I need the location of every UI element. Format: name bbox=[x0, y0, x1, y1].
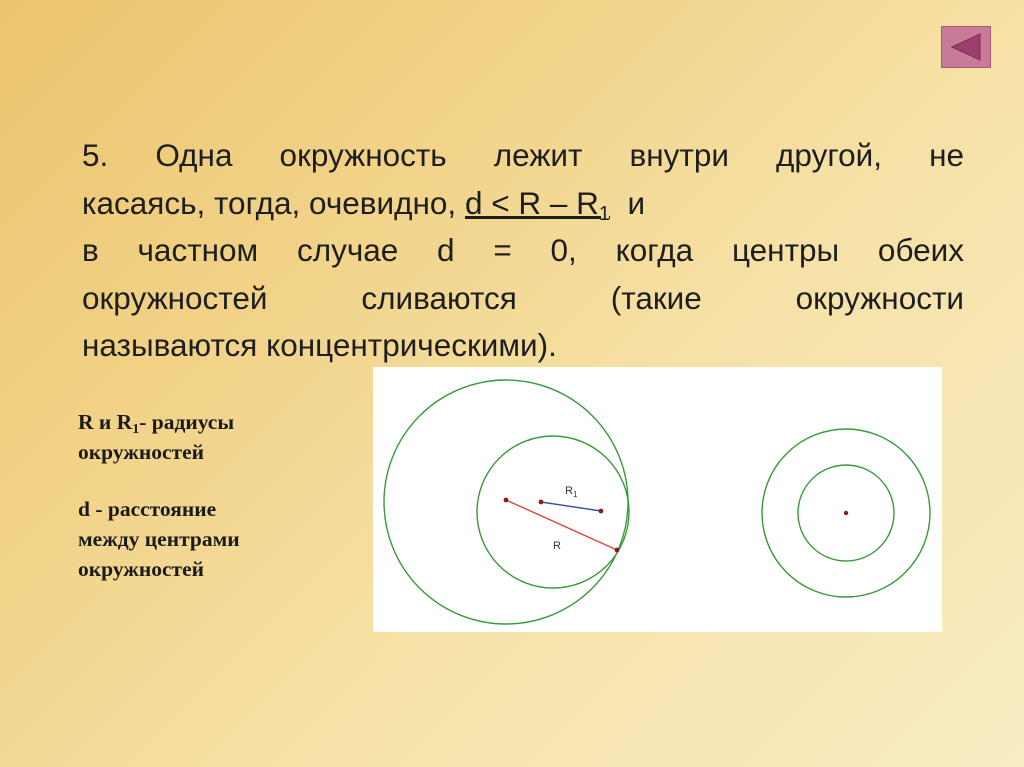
inner-circle-left bbox=[477, 436, 629, 588]
circles-diagram bbox=[373, 367, 942, 632]
distance-line-2: между центрами bbox=[78, 527, 240, 551]
main-line-2 bbox=[82, 180, 964, 228]
radii-label-r: R и R bbox=[78, 410, 133, 434]
radii-legend bbox=[78, 407, 368, 467]
concentric-center-point bbox=[844, 511, 848, 515]
radii-label-sub: 1 bbox=[132, 422, 140, 437]
triangle-left-icon bbox=[942, 27, 990, 67]
main-line-4: окружностей сливаются (такие окружности bbox=[82, 279, 964, 316]
distance-line-3: окружностей bbox=[78, 557, 205, 581]
main-line-1: 5. Одна окружность лежит внутри другой, не bbox=[82, 137, 964, 173]
main-line-3: в частном случае d = 0, когда центры обеих bbox=[82, 232, 964, 268]
center-inner-point bbox=[539, 500, 544, 505]
main-line-5: называются концентрическими). bbox=[82, 327, 557, 363]
label-r1: $R_1$ bbox=[565, 485, 578, 499]
back-button[interactable] bbox=[941, 26, 991, 68]
distance-line-1: d - расстояние bbox=[78, 497, 217, 521]
center-outer-point bbox=[504, 498, 509, 503]
main-line-2-start: касаясь, тогда, очевидно, bbox=[82, 184, 457, 221]
radii-label-rest: - радиусы bbox=[139, 410, 235, 434]
radius-r bbox=[506, 500, 617, 550]
radii-line-2: окружностей bbox=[78, 440, 205, 464]
label-r: R bbox=[553, 540, 561, 552]
formula-main: d < R – R bbox=[464, 184, 599, 221]
radii-line-1 bbox=[78, 407, 368, 437]
r-end-point bbox=[615, 548, 620, 553]
formula-sub: 1 bbox=[598, 202, 611, 225]
formula bbox=[464, 184, 611, 225]
main-paragraph bbox=[82, 132, 964, 370]
circles-figure bbox=[373, 367, 942, 632]
main-line-2-end: и bbox=[627, 184, 646, 221]
distance-legend bbox=[78, 494, 368, 584]
r1-end-point bbox=[599, 509, 604, 514]
radius-r1 bbox=[541, 502, 601, 511]
